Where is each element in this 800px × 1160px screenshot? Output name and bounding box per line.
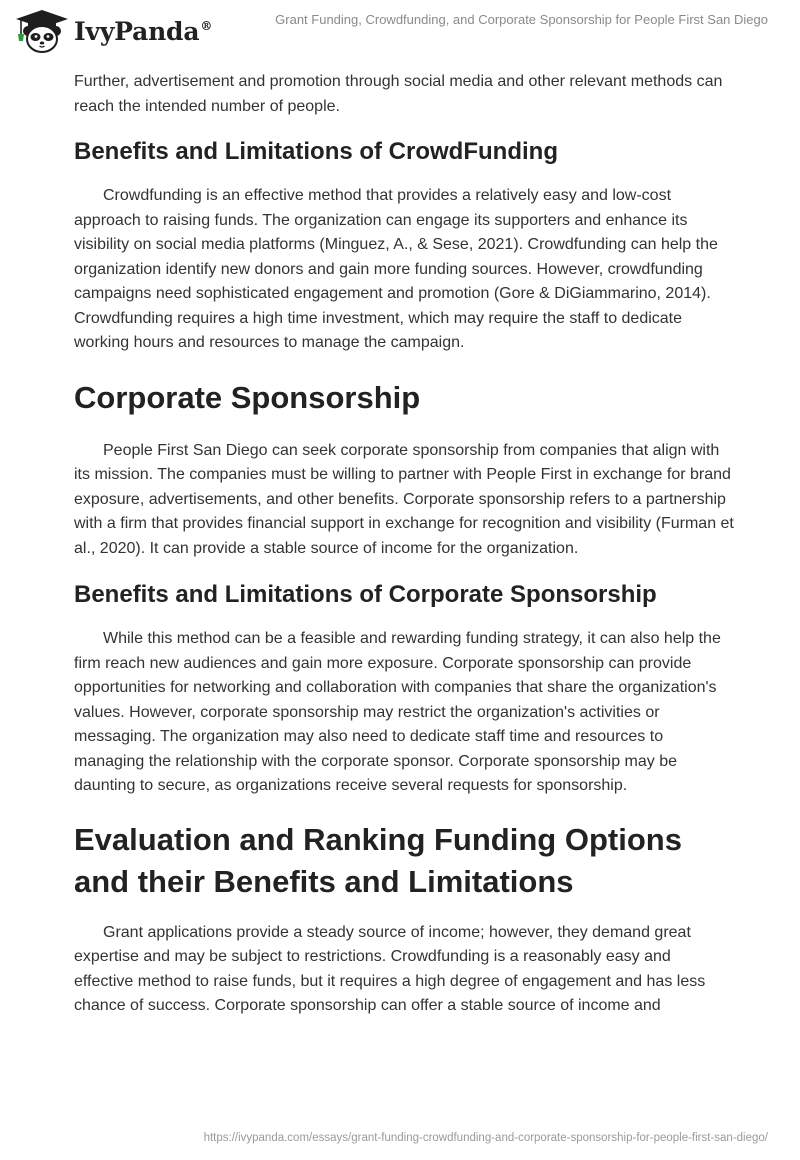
ivypanda-logo[interactable] bbox=[14, 8, 212, 54]
intro-paragraph: Further, advertisement and promotion through social media and other relevant methods can reach the intended number of people. bbox=[74, 73, 723, 115]
paragraph-evaluation-ranking: Grant applications provide a steady source of income; however, they demand great expertise and may be subject to restrictions. Crowdfunding is a reasonably easy and effective method to raise funds, but it requires a high degree of engagement and has less chance of success. Corporate sponsorship can offer a stable source of income and bbox=[74, 923, 706, 1014]
heading-corporate-sponsorship: Corporate Sponsorship bbox=[74, 379, 421, 415]
essay-content bbox=[74, 70, 734, 1019]
source-url[interactable]: https://ivypanda.com/essays/grant-funding-crowdfunding-and-corporate-sponsorship-for-people-first-san-diego/ bbox=[203, 1132, 768, 1144]
paragraph-corporate-benefits: While this method can be a feasible and rewarding funding strategy, it can also help the firm reach new audiences and gain more exposure. Corporate sponsorship can provide opportunities for networking and collaboration with companies that share the organization's values. However, corporate sponsorship may restrict the organization's activities or messaging. The organization may also need to dedicate staff time and resources to managing the relationship with the corporate sponsor. Corporate sponsorship may be daunting to secure, as organizations receive several requests for sponsorship. bbox=[74, 630, 721, 794]
heading-corporate-benefits: Benefits and Limitations of Corporate Sponsorship bbox=[74, 581, 657, 608]
heading-crowdfunding-benefits: Benefits and Limitations of CrowdFunding bbox=[74, 138, 558, 165]
document-title: Grant Funding, Crowdfunding, and Corporate Sponsorship for People First San Diego bbox=[275, 12, 768, 27]
paragraph-crowdfunding-benefits: Crowdfunding is an effective method that provides a relatively easy and low-cost approach to raising funds. The organization can engage its supporters and enhance its visibility on social media platforms (Minguez, A., & Sese, 2021). Crowdfunding can help the organization identify new donors and gain more funding sources. However, crowdfunding campaigns need sophisticated engagement and promotion (Gore & DiGiammarino, 2014). Crowdfunding requires a high time investment, which may require the staff to dedicate working hours and resources to manage the campaign. bbox=[74, 187, 718, 351]
logo-wordmark: IvyPanda® bbox=[74, 16, 213, 46]
paragraph-corporate-sponsorship: People First San Diego can seek corporate sponsorship from companies that align with its mission. The companies must be willing to partner with People First in exchange for brand exposure, advertisements, and other benefits. Corporate sponsorship refers to a partnership with a firm that provides financial support in exchange for recognition and visibility (Furman et al., 2020). It can provide a stable source of income for the organization. bbox=[74, 441, 734, 557]
registered-mark: ® bbox=[200, 19, 213, 34]
heading-evaluation-ranking: Evaluation and Ranking Funding Options and their Benefits and Limitations bbox=[74, 821, 682, 899]
page-header bbox=[0, 0, 800, 60]
panda-graduate-icon bbox=[14, 8, 70, 54]
